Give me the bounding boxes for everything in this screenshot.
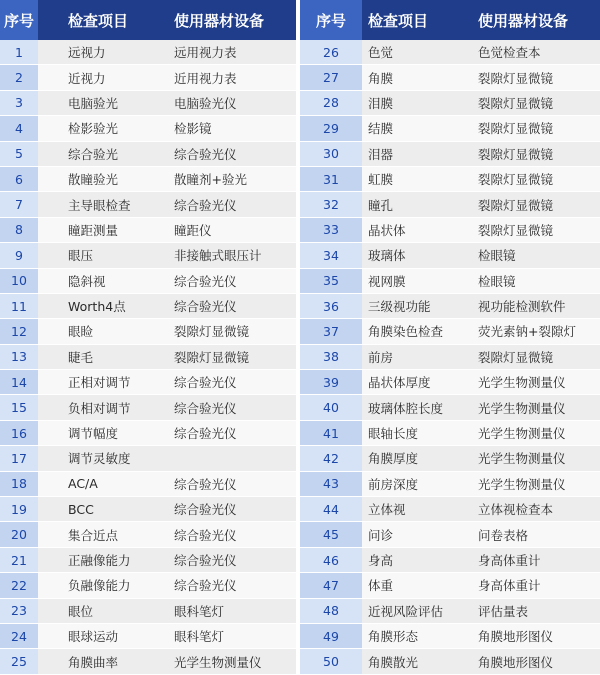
row-number: 14 xyxy=(0,370,38,395)
table-row xyxy=(300,370,600,395)
row-number: 50 xyxy=(300,649,362,674)
exam-item: 散瞳验光 xyxy=(38,166,162,191)
table-row xyxy=(300,598,600,623)
row-number: 35 xyxy=(300,268,362,293)
table-row xyxy=(0,344,296,369)
exam-item: 瞳孔 xyxy=(362,192,466,217)
row-number: 45 xyxy=(300,522,362,547)
equipment-name: 综合验光仪 xyxy=(162,420,296,445)
equipment-name: 光学生物测量仪 xyxy=(466,471,600,496)
table-row xyxy=(0,243,296,268)
equipment-name: 瞳距仪 xyxy=(162,217,296,242)
exam-item: 三级视功能 xyxy=(362,293,466,318)
row-number: 33 xyxy=(300,217,362,242)
exam-item: 问诊 xyxy=(362,522,466,547)
exam-item: 色觉 xyxy=(362,40,466,65)
equipment-name: 立体视检查本 xyxy=(466,497,600,522)
table-row xyxy=(0,192,296,217)
table-row xyxy=(300,268,600,293)
table-row xyxy=(300,319,600,344)
equipment-name: 综合验光仪 xyxy=(162,268,296,293)
row-number: 32 xyxy=(300,192,362,217)
equipment-name: 综合验光仪 xyxy=(162,141,296,166)
table-row xyxy=(0,573,296,598)
table-row xyxy=(0,40,296,65)
row-number: 25 xyxy=(0,649,38,674)
table-row xyxy=(0,497,296,522)
table-row xyxy=(0,598,296,623)
equipment-name: 综合验光仪 xyxy=(162,547,296,572)
exam-item: 正融像能力 xyxy=(38,547,162,572)
equipment-name: 光学生物测量仪 xyxy=(466,395,600,420)
exam-item: 集合近点 xyxy=(38,522,162,547)
row-number: 29 xyxy=(300,116,362,141)
equipment-name: 综合验光仪 xyxy=(162,293,296,318)
equipment-name: 角膜地形图仪 xyxy=(466,649,600,674)
equipment-name: 荧光素钠+裂隙灯 xyxy=(466,319,600,344)
equipment-name: 光学生物测量仪 xyxy=(466,446,600,471)
exam-item: 泪膜 xyxy=(362,90,466,115)
row-number: 16 xyxy=(0,420,38,445)
row-number: 23 xyxy=(0,598,38,623)
exam-item: 眼轴长度 xyxy=(362,420,466,445)
table-row xyxy=(0,395,296,420)
exam-item: 前房深度 xyxy=(362,471,466,496)
row-number: 13 xyxy=(0,344,38,369)
exam-table-left-body xyxy=(0,40,296,674)
header-row xyxy=(300,0,600,40)
equipment-name: 裂隙灯显微镜 xyxy=(162,344,296,369)
exam-item: 虹膜 xyxy=(362,166,466,191)
exam-item: 晶状体 xyxy=(362,217,466,242)
exam-item: 眼球运动 xyxy=(38,623,162,648)
exam-item: 睫毛 xyxy=(38,344,162,369)
row-number: 12 xyxy=(0,319,38,344)
row-number: 24 xyxy=(0,623,38,648)
equipment-name: 光学生物测量仪 xyxy=(466,420,600,445)
exam-item: 立体视 xyxy=(362,497,466,522)
table-row xyxy=(0,649,296,674)
row-number: 44 xyxy=(300,497,362,522)
equipment-name: 综合验光仪 xyxy=(162,471,296,496)
row-number: 17 xyxy=(0,446,38,471)
table-row xyxy=(300,344,600,369)
equipment-name: 近用视力表 xyxy=(162,65,296,90)
equipment-name: 裂隙灯显微镜 xyxy=(466,192,600,217)
exam-item: 玻璃体 xyxy=(362,243,466,268)
row-number: 37 xyxy=(300,319,362,344)
table-row xyxy=(0,319,296,344)
table-row xyxy=(300,522,600,547)
exam-table-left xyxy=(0,0,296,675)
exam-item: 远视力 xyxy=(38,40,162,65)
row-number: 28 xyxy=(300,90,362,115)
row-number: 2 xyxy=(0,65,38,90)
equipment-name: 散瞳剂+验光 xyxy=(162,166,296,191)
table-row xyxy=(300,471,600,496)
equipment-name: 裂隙灯显微镜 xyxy=(466,116,600,141)
exam-table-right xyxy=(300,0,600,675)
equipment-name: 综合验光仪 xyxy=(162,497,296,522)
table-row xyxy=(300,90,600,115)
table-row xyxy=(300,547,600,572)
equipment-name: 色觉检查本 xyxy=(466,40,600,65)
table-row xyxy=(300,623,600,648)
row-number: 6 xyxy=(0,166,38,191)
equipment-name: 非接触式眼压计 xyxy=(162,243,296,268)
table-row xyxy=(0,547,296,572)
exam-item: 负融像能力 xyxy=(38,573,162,598)
table-row xyxy=(0,420,296,445)
exam-item: 眼睑 xyxy=(38,319,162,344)
table-row xyxy=(300,217,600,242)
exam-table-right-body xyxy=(300,40,600,674)
row-number: 20 xyxy=(0,522,38,547)
equipment-name: 评估量表 xyxy=(466,598,600,623)
exam-item: 隐斜视 xyxy=(38,268,162,293)
exam-item: 瞳距测量 xyxy=(38,217,162,242)
exam-item: Worth4点 xyxy=(38,293,162,318)
table-row xyxy=(0,293,296,318)
equipment-name: 裂隙灯显微镜 xyxy=(466,344,600,369)
exam-item: 身高 xyxy=(362,547,466,572)
row-number: 36 xyxy=(300,293,362,318)
table-row xyxy=(0,166,296,191)
table-row xyxy=(300,497,600,522)
row-number: 46 xyxy=(300,547,362,572)
table-row xyxy=(300,192,600,217)
table-row xyxy=(0,268,296,293)
row-number: 5 xyxy=(0,141,38,166)
equipment-name: 裂隙灯显微镜 xyxy=(466,217,600,242)
row-number: 27 xyxy=(300,65,362,90)
table-row xyxy=(300,293,600,318)
table-row xyxy=(300,420,600,445)
row-number: 48 xyxy=(300,598,362,623)
table-row xyxy=(300,65,600,90)
header-num: 序号 xyxy=(300,0,362,40)
equipment-name: 远用视力表 xyxy=(162,40,296,65)
row-number: 30 xyxy=(300,141,362,166)
exam-item: 近视风险评估 xyxy=(362,598,466,623)
table-row xyxy=(0,623,296,648)
equipment-name: 综合验光仪 xyxy=(162,395,296,420)
row-number: 7 xyxy=(0,192,38,217)
exam-item: 角膜形态 xyxy=(362,623,466,648)
header-row xyxy=(0,0,296,40)
exam-item: 结膜 xyxy=(362,116,466,141)
exam-item: 负相对调节 xyxy=(38,395,162,420)
exam-item: 调节幅度 xyxy=(38,420,162,445)
equipment-name: 综合验光仪 xyxy=(162,573,296,598)
exam-item: 角膜曲率 xyxy=(38,649,162,674)
equipment-name: 身高体重计 xyxy=(466,547,600,572)
equipment-name: 角膜地形图仪 xyxy=(466,623,600,648)
exam-item: 眼位 xyxy=(38,598,162,623)
exam-item: 调节灵敏度 xyxy=(38,446,162,471)
row-number: 31 xyxy=(300,166,362,191)
row-number: 26 xyxy=(300,40,362,65)
exam-item: AC/A xyxy=(38,471,162,496)
equipment-name: 光学生物测量仪 xyxy=(466,370,600,395)
row-number: 1 xyxy=(0,40,38,65)
row-number: 39 xyxy=(300,370,362,395)
header-equipment: 使用器材设备 xyxy=(162,0,296,40)
header-item: 检查项目 xyxy=(362,0,466,40)
equipment-name: 综合验光仪 xyxy=(162,370,296,395)
equipment-name: 问卷表格 xyxy=(466,522,600,547)
exam-item: 正相对调节 xyxy=(38,370,162,395)
header-num: 序号 xyxy=(0,0,38,40)
equipment-name: 检眼镜 xyxy=(466,243,600,268)
row-number: 49 xyxy=(300,623,362,648)
equipment-name: 电脑验光仪 xyxy=(162,90,296,115)
table-row xyxy=(300,116,600,141)
table-row xyxy=(300,446,600,471)
row-number: 3 xyxy=(0,90,38,115)
table-row xyxy=(0,446,296,471)
row-number: 43 xyxy=(300,471,362,496)
row-number: 21 xyxy=(0,547,38,572)
equipment-name: 裂隙灯显微镜 xyxy=(466,141,600,166)
row-number: 40 xyxy=(300,395,362,420)
table-row xyxy=(0,141,296,166)
equipment-name: 综合验光仪 xyxy=(162,192,296,217)
exam-item: 晶状体厚度 xyxy=(362,370,466,395)
equipment-name: 视功能检测软件 xyxy=(466,293,600,318)
row-number: 9 xyxy=(0,243,38,268)
row-number: 42 xyxy=(300,446,362,471)
row-number: 18 xyxy=(0,471,38,496)
row-number: 8 xyxy=(0,217,38,242)
exam-item: 角膜染色检查 xyxy=(362,319,466,344)
row-number: 10 xyxy=(0,268,38,293)
exam-item: 眼压 xyxy=(38,243,162,268)
row-number: 11 xyxy=(0,293,38,318)
row-number: 15 xyxy=(0,395,38,420)
exam-item: 电脑验光 xyxy=(38,90,162,115)
exam-item: 综合验光 xyxy=(38,141,162,166)
row-number: 19 xyxy=(0,497,38,522)
equipment-name: 眼科笔灯 xyxy=(162,623,296,648)
equipment-name: 光学生物测量仪 xyxy=(162,649,296,674)
equipment-name: 综合验光仪 xyxy=(162,522,296,547)
header-item: 检查项目 xyxy=(38,0,162,40)
row-number: 34 xyxy=(300,243,362,268)
table-row xyxy=(300,649,600,674)
equipment-name: 裂隙灯显微镜 xyxy=(466,166,600,191)
exam-item: BCC xyxy=(38,497,162,522)
table-row xyxy=(0,471,296,496)
table-row xyxy=(0,90,296,115)
table-row xyxy=(300,40,600,65)
exam-item: 前房 xyxy=(362,344,466,369)
equipment-name: 裂隙灯显微镜 xyxy=(466,65,600,90)
exam-item: 近视力 xyxy=(38,65,162,90)
table-row xyxy=(0,217,296,242)
exam-item: 检影验光 xyxy=(38,116,162,141)
exam-item: 玻璃体腔长度 xyxy=(362,395,466,420)
equipment-name: 裂隙灯显微镜 xyxy=(466,90,600,115)
table-row xyxy=(300,166,600,191)
row-number: 22 xyxy=(0,573,38,598)
equipment-name: 裂隙灯显微镜 xyxy=(162,319,296,344)
table-row xyxy=(0,65,296,90)
exam-item: 泪器 xyxy=(362,141,466,166)
table-row xyxy=(300,243,600,268)
exam-item: 角膜散光 xyxy=(362,649,466,674)
row-number: 4 xyxy=(0,116,38,141)
equipment-name: 检影镜 xyxy=(162,116,296,141)
exam-item: 主导眼检查 xyxy=(38,192,162,217)
exam-item: 角膜 xyxy=(362,65,466,90)
row-number: 38 xyxy=(300,344,362,369)
exam-item: 体重 xyxy=(362,573,466,598)
row-number: 41 xyxy=(300,420,362,445)
table-row xyxy=(0,522,296,547)
equipment-name: 检眼镜 xyxy=(466,268,600,293)
exam-item: 角膜厚度 xyxy=(362,446,466,471)
table-row xyxy=(0,116,296,141)
table-row xyxy=(0,370,296,395)
table-row xyxy=(300,141,600,166)
row-number: 47 xyxy=(300,573,362,598)
equipment-name: 身高体重计 xyxy=(466,573,600,598)
table-row xyxy=(300,573,600,598)
header-equipment: 使用器材设备 xyxy=(466,0,600,40)
equipment-name: 眼科笔灯 xyxy=(162,598,296,623)
table-row xyxy=(300,395,600,420)
exam-item: 视网膜 xyxy=(362,268,466,293)
equipment-name xyxy=(162,446,296,471)
